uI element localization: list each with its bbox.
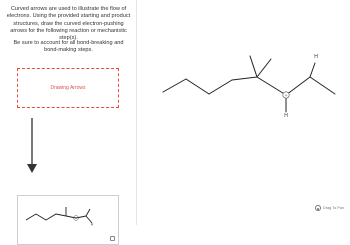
instructions-panel (0, 0, 137, 225)
carbocation-charge: + (284, 94, 288, 99)
expand-icon[interactable] (110, 236, 115, 241)
thumbnail-molecule (18, 196, 120, 226)
drawing-arrows-area[interactable] (17, 68, 119, 108)
drag-to-pan-label: Drag To Pan (322, 206, 344, 210)
thumbnail-h-label: H (90, 222, 94, 226)
instruction-text-2: Be sure to account for all bond-breaking and bond-making steps. (13, 40, 124, 54)
drag-to-pan-control[interactable] (315, 205, 344, 211)
pan-icon (315, 205, 321, 211)
starting-structure (137, 0, 350, 225)
top-h-label: H (314, 54, 318, 60)
drawing-canvas[interactable] (137, 0, 350, 225)
instruction-text-1: Curved arrows are used to illustrate the flow of electrons. Using the provided starting and product structures, draw the curved electron-pushing arrows for the following reaction or mechanistic step(s). (6, 6, 131, 42)
drawing-arrows-label: Drawing Arrows (50, 85, 86, 91)
product-structure-thumbnail[interactable] (17, 195, 119, 245)
bottom-h-label: H (284, 113, 288, 119)
thumbnail-charge: + (74, 216, 78, 221)
down-arrow-icon (25, 118, 39, 174)
